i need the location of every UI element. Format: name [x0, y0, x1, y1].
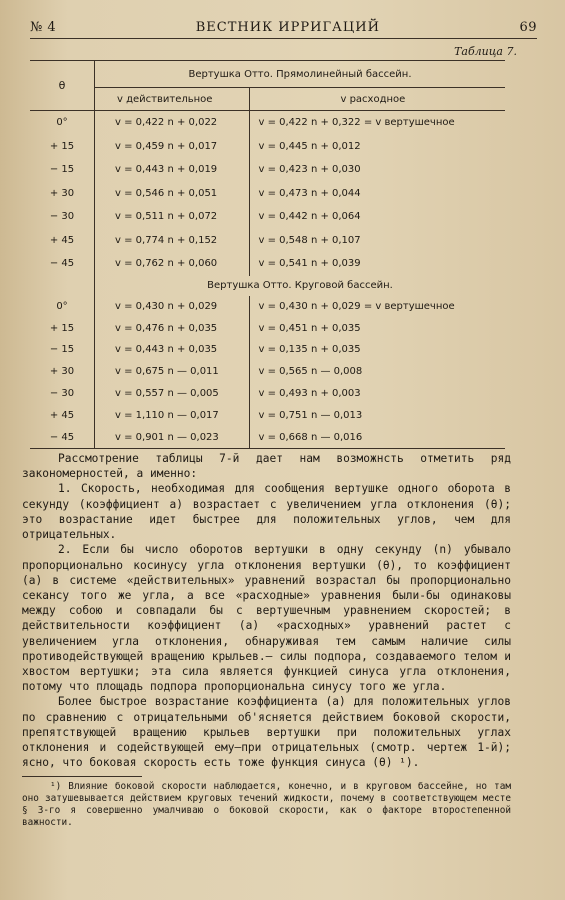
discharge-equation: v = 0,451 n + 0,035	[258, 322, 361, 334]
page-number: 69	[519, 20, 537, 35]
angle-cell: + 45	[30, 229, 95, 253]
body-text	[22, 451, 511, 770]
col-header-actual: v действительное	[95, 88, 250, 111]
actual-equation: v = 0,422 n + 0,022	[95, 111, 250, 135]
angle-cell: − 30	[30, 383, 95, 405]
angle-cell: + 45	[30, 404, 95, 426]
issue-number: № 4	[30, 20, 57, 35]
discharge-equation: v = 0,445 n + 0,012	[258, 140, 361, 152]
table-row	[30, 361, 505, 383]
section2-title-row	[30, 276, 505, 296]
data-table	[30, 60, 505, 449]
actual-equation: v = 0,476 n + 0,035	[95, 317, 250, 339]
table-container	[30, 60, 505, 449]
actual-equation: v = 0,443 n + 0,019	[95, 158, 250, 182]
table-row	[30, 158, 505, 182]
discharge-equation: v = 0,548 n + 0,107	[258, 234, 361, 246]
discharge-equation: v = 0,422 n + 0,322 = v вертушечное	[258, 117, 455, 129]
footnote-rule	[22, 776, 142, 777]
angle-cell: − 45	[30, 426, 95, 448]
footnote: ¹) Влияние боковой скорости наблюдается, конечно, и в круговом бассейне, но там оно затушевывается действием круговых течений жидкости, почему в соответствующем месте § 3-го я совершенно умалчиваю о боковой скорости, как о факторе второстепенной важности.	[22, 781, 511, 829]
table-row	[30, 339, 505, 361]
discharge-equation: v = 0,668 n — 0,016	[258, 431, 363, 443]
paragraph-2: 2. Если бы число оборотов вертушки в одну секунду (n) убывало пропорционально косинусу угла отклонения вертушки (θ), то коэффициент (а) в системе «действительных» уравнений возрастал бы пропорционально секансу того же угла, а все «расходные» уравнения были-бы одинаковы между собою и совпадали бы с вертушечным уравнением скоростей; в действительности коэффициент (а) «расходных» уравнений растет с увеличением угла отклонения, обнаруживая тем самым наличие силы противодействующей вращению крыльев.— силы подпора, создаваемого телом и хвостом вертушки; эта сила является функцией синуса угла отклонения, потому что площадь подпора пропорциональна синусу того же угла.	[22, 543, 511, 694]
table-header-row	[30, 61, 505, 88]
angle-cell: + 30	[30, 361, 95, 383]
theta-header: θ	[30, 61, 95, 111]
angle-cell: − 30	[30, 205, 95, 229]
table-row	[30, 317, 505, 339]
table-row	[30, 135, 505, 159]
section1-rows	[30, 111, 505, 276]
actual-equation: v = 0,443 n + 0,035	[95, 339, 250, 361]
section2-rows	[30, 296, 505, 449]
angle-cell: + 15	[30, 317, 95, 339]
paragraph-3: Более быстрое возрастание коэффициента (а) для положительных углов по сравнению с отрицательными об'ясняется действием боковой скорости, препятствующей вращению крыльев вертушки при положительных углах отклонения и содействующей ему—при отрицательных (смотр. чертеж 1-й); ясно, что боковая скорость есть тоже функция синуса (θ) ¹).	[22, 695, 511, 770]
table-subheader-row	[30, 88, 505, 111]
table-label: Таблица 7.	[454, 45, 517, 58]
table-row	[30, 229, 505, 253]
table-row	[30, 426, 505, 448]
angle-cell: 0°	[30, 296, 95, 318]
angle-cell: 0°	[30, 111, 95, 135]
angle-cell: + 30	[30, 182, 95, 206]
discharge-equation: v = 0,423 n + 0,030	[258, 164, 361, 176]
discharge-equation: v = 0,493 n + 0,003	[258, 388, 361, 400]
discharge-equation: v = 0,751 n — 0,013	[258, 409, 363, 421]
actual-equation: v = 0,459 n + 0,017	[95, 135, 250, 159]
actual-equation: v = 1,110 n — 0,017	[95, 404, 250, 426]
discharge-equation: v = 0,442 n + 0,064	[258, 211, 361, 223]
col-header-discharge: v расходное	[250, 88, 505, 111]
table-row	[30, 404, 505, 426]
actual-equation: v = 0,511 n + 0,072	[95, 205, 250, 229]
angle-cell: + 15	[30, 135, 95, 159]
table-row	[30, 252, 505, 276]
actual-equation: v = 0,546 n + 0,051	[95, 182, 250, 206]
actual-equation: v = 0,675 n — 0,011	[95, 361, 250, 383]
angle-cell: − 15	[30, 158, 95, 182]
running-header	[30, 20, 537, 39]
table-row	[30, 205, 505, 229]
paragraph-1: 1. Скорость, необходимая для сообщения вертушке одного оборота в секунду (коэффициент а) возрастает с увеличением угла отклонения (θ); это возрастание идет быстрее для положительных углов, чем для отрицательных.	[22, 482, 511, 542]
section2-title: Вертушка Отто. Круговой бассейн.	[207, 280, 393, 291]
journal-title: ВЕСТНИК ИРРИГАЦИЙ	[195, 20, 380, 35]
actual-equation: v = 0,901 n — 0,023	[95, 426, 250, 448]
actual-equation: v = 0,430 n + 0,029	[95, 296, 250, 318]
angle-cell: − 15	[30, 339, 95, 361]
actual-equation: v = 0,762 n + 0,060	[95, 252, 250, 276]
angle-cell: − 45	[30, 252, 95, 276]
section1-title: Вертушка Отто. Прямолинейный бассейн.	[95, 61, 506, 88]
discharge-equation: v = 0,135 n + 0,035	[258, 344, 361, 356]
table-row	[30, 296, 505, 318]
actual-equation: v = 0,557 n — 0,005	[95, 383, 250, 405]
discharge-equation: v = 0,473 n + 0,044	[258, 187, 361, 199]
table-bottom-rule	[30, 449, 505, 450]
discharge-equation: v = 0,565 n — 0,008	[258, 366, 363, 378]
discharge-equation: v = 0,541 n + 0,039	[258, 258, 361, 270]
discharge-equation: v = 0,430 n + 0,029 = v вертушечное	[258, 300, 455, 312]
table-row	[30, 182, 505, 206]
table-row	[30, 383, 505, 405]
table-row	[30, 111, 505, 135]
actual-equation: v = 0,774 n + 0,152	[95, 229, 250, 253]
paragraph-intro: Рассмотрение таблицы 7-й дает нам возможнсть отметить ряд закономерностей, а именно:	[22, 452, 511, 481]
